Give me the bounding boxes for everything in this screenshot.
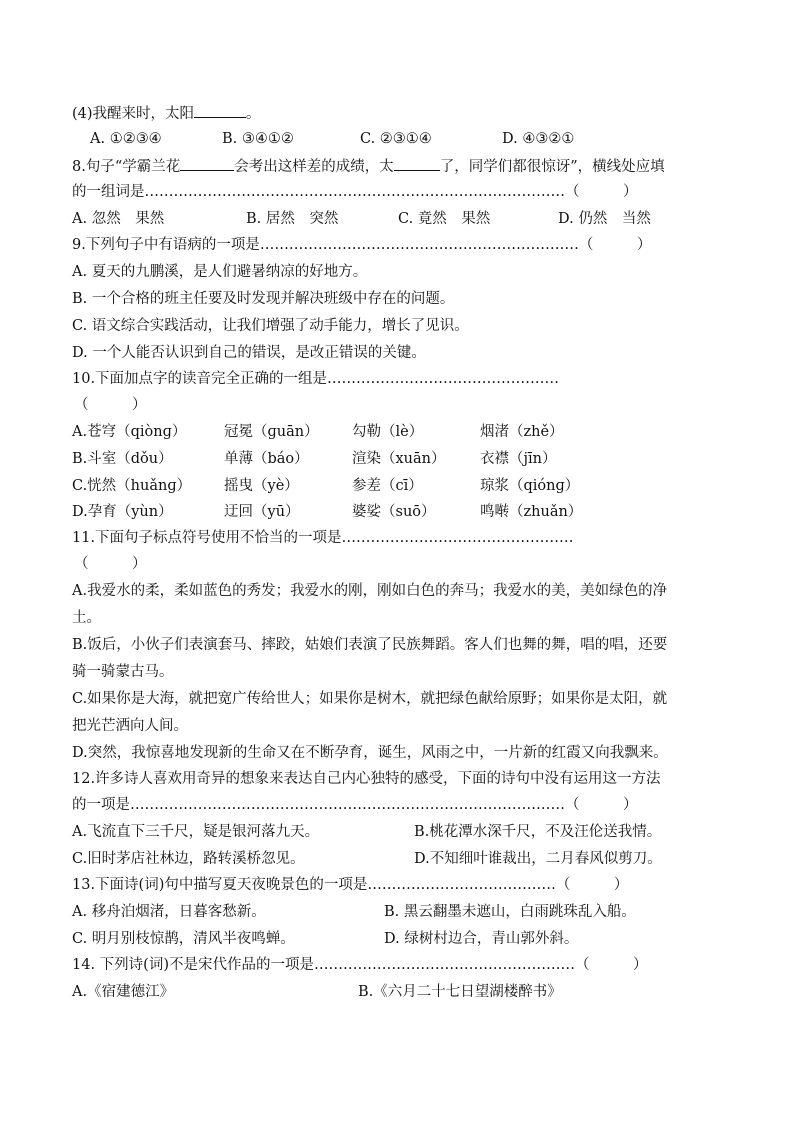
q8-text-2: 会考出这样差的成绩，太: [234, 159, 394, 175]
q10-d-2: 迂回（yū）: [224, 504, 300, 520]
q12-stem-line2: 的一项是………………………………………………………………………………（ ）: [72, 797, 638, 813]
q11-option-c-line1: C.如果你是大海，就把宽广传给世人；如果你是树木，就把绿色献给原野；如果你是太阳，就: [72, 691, 668, 707]
q12-stem-line1: 12.许多诗人喜欢用奇异的想象来表达自己内心独特的感受，下面的诗句中没有运用这一方法: [72, 771, 661, 787]
q8-option-c: C. 竟然 果然: [398, 211, 491, 227]
q10-d-3: 婆娑（suō）: [352, 504, 436, 520]
q8-option-b: B. 居然 突然: [246, 211, 339, 227]
q11-option-a-line1: A.我爱水的柔，柔如蓝色的秀发；我爱水的刚，刚如白色的奔马；我爱水的美，美如绿色的净: [72, 583, 668, 599]
q10-d-4: 鸣啭（zhuǎn）: [480, 504, 583, 520]
q7-option-c: C. ②③①④: [360, 131, 432, 147]
q12-option-d: D.不知细叶谁裁出，二月春风似剪刀。: [414, 851, 662, 867]
q10-a-1: A.苍穹（qiònɡ）: [72, 424, 187, 440]
q7-option-b: B. ③④①②: [222, 131, 294, 147]
q10-c-3: 参差（cī）: [352, 478, 423, 494]
q10-a-3: 勾勒（lè）: [352, 424, 424, 440]
q8-stem-line1: [72, 156, 734, 176]
q14-option-b: B.《六月二十七日望湖楼醉书》: [358, 984, 562, 1000]
q10-c-1: C.恍然（huǎnɡ）: [72, 478, 192, 494]
q11-option-b-line2: 骑一骑蒙古马。: [72, 664, 174, 680]
q8-text-3: 了，同学们都很惊讶”，横线处应填: [439, 159, 665, 175]
q10-a-4: 烟渚（zhě）: [480, 424, 564, 440]
blank-line: [394, 156, 440, 171]
q9-option-d: D. 一个人能否认识到自己的错误，是改正错误的关键。: [72, 345, 426, 361]
q11-stem: 11.下面句子标点符号使用不恰当的一项是…………………………………………: [72, 530, 574, 546]
q8-stem-line2: 的一组词是……………………………………………………………………………（ ）: [72, 184, 638, 200]
q13-option-b: B. 黑云翻墨未遮山，白雨跳珠乱入船。: [384, 904, 636, 920]
q11-option-c-line2: 把光芒洒向人间。: [72, 718, 188, 734]
q11-option-d: D.突然，我惊喜地发现新的生命又在不断孕育，诞生，风雨之中，一片新的红霞又向我飘来。: [72, 745, 668, 761]
q11-option-a-line2: 土。: [72, 610, 101, 626]
q10-b-4: 衣襟（jīn）: [480, 451, 557, 467]
q9-option-b: B. 一个合格的班主任要及时发现并解决班级中存在的问题。: [72, 291, 455, 307]
q10-d-1: D.孕育（yùn）: [72, 504, 173, 520]
q11-option-b-line1: B.饭后，小伙子们表演套马、摔跤，姑娘们表演了民族舞蹈。客人们也舞的舞，唱的唱，还要: [72, 637, 668, 653]
q13-option-c: C. 明月别枝惊鹊，清风半夜鸣蝉。: [72, 931, 295, 947]
q10-paren: （ ）: [74, 397, 147, 413]
q14-stem: 14. 下列诗(词)不是宋代作品的一项是………………………………………………（ ）: [72, 957, 648, 973]
blank-line: [194, 103, 246, 118]
q13-option-a: A. 移舟泊烟渚，日暮客愁新。: [72, 904, 266, 920]
q10-c-2: 摇曳（yè）: [224, 478, 299, 494]
q9-option-a: A. 夏天的九鹏溪，是人们避暑纳凉的好地方。: [72, 264, 368, 280]
q9-stem: 9.下列句子中有语病的一项是…………………………………………………………（ ）: [72, 237, 652, 253]
q9-option-c: C. 语文综合实践活动，让我们增强了动手能力，增长了见识。: [72, 318, 469, 334]
q12-option-b: B.桃花潭水深千尺，不及汪伦送我情。: [414, 824, 662, 840]
q10-b-2: 单薄（báo）: [224, 451, 309, 467]
q8-option-a: A. 忽然 果然: [72, 211, 165, 227]
q10-b-3: 渲染（xuān）: [352, 451, 446, 467]
q7-option-a: A. ①②③④: [90, 131, 162, 147]
q13-stem: 13.下面诗(词)句中描写夏天夜晚景色的一项是…………………………………（ ）: [72, 877, 629, 893]
q11-paren: （ ）: [74, 556, 147, 572]
q7-line4-end: 。: [246, 106, 261, 122]
q14-option-a: A.《宿建德江》: [72, 984, 175, 1000]
q8-text-1: 8.句子“学霸兰花: [72, 159, 181, 175]
q7-option-d: D. ④③②①: [502, 131, 575, 147]
q10-c-4: 琼浆（qiónɡ）: [480, 478, 580, 494]
q7-line4: [72, 103, 734, 123]
q10-a-2: 冠冕（ɡuān）: [224, 424, 319, 440]
q12-option-a: A.飞流直下三千尺，疑是银河落九天。: [72, 824, 320, 840]
q10-stem: 10.下面加点字的读音完全正确的一组是…………………………………………: [72, 371, 560, 387]
q10-b-1: B.斗室（dǒu）: [72, 451, 173, 467]
q13-option-d: D. 绿树村边合，青山郭外斜。: [384, 931, 579, 947]
q8-option-d: D. 仍然 当然: [558, 211, 651, 227]
blank-line: [180, 156, 234, 171]
q7-line4-text: (4)我醒来时，太阳: [72, 106, 195, 122]
q12-option-c: C.旧时茅店社林边，路转溪桥忽见。: [72, 851, 305, 867]
